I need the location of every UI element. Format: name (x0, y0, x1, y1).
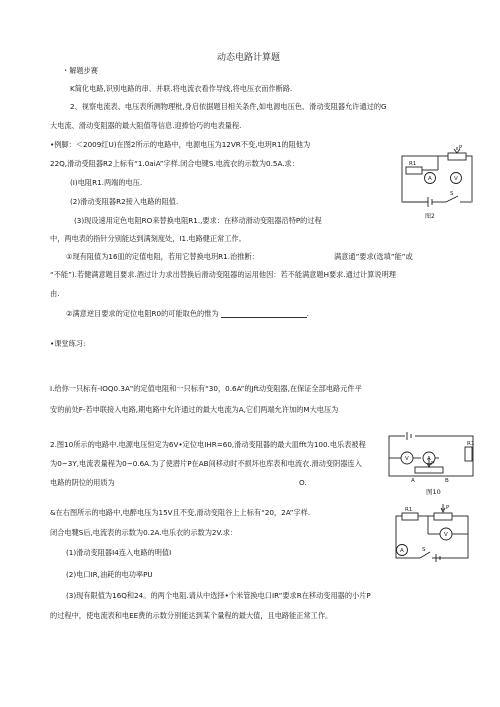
rheostat-r2 (448, 153, 466, 160)
figure-2-label: 图2 (425, 213, 435, 220)
example-q3-sub1-end: 由. (50, 289, 60, 298)
section-heading-steps: ・解题步赛 (62, 66, 98, 75)
step-2-cont: 大电流、滑动变阻器的最大阻值等信息.迎捧恰巧的电表量程. (50, 121, 242, 130)
practice-2: 2.图10所示的电路中.电源电压恒定为6V•定位电IHR=60,滑动变阻器的最大皿fft为100.电乐表被程 (50, 440, 366, 449)
example-q1: (I)电阻R1.两端的电压. (70, 178, 143, 187)
label-p: P (446, 505, 450, 511)
circuit-figure-10 (385, 432, 477, 490)
example-q3-sub2: ②满意逆目要求的定位电阻R0的可能取色的惟为 . (66, 309, 309, 318)
practice-3-q2: (2)电口IR,油耗的电功率PU (66, 570, 153, 579)
rheostat-r2 (434, 513, 452, 520)
example-q3-sub1-cont: “不能”).若健满意题目要求.酒过计力求出替换后滑动变阻器的运用他因：若不能满意题H要求.通过计算说明理 (50, 270, 396, 279)
practice-3-cont: 闭合电犍S后,电流表的示数为0.2A.电乐衣的示数为2V.求： (50, 528, 238, 537)
practice-2-blank-o: O. (299, 478, 307, 487)
label-v: V (405, 456, 409, 462)
resistor-r1 (402, 513, 418, 520)
label-r1: R1 (409, 161, 417, 167)
label-v: V (444, 532, 448, 538)
label-p: P (459, 145, 463, 151)
step-2: 2、视察电流表、电压表所测物理枇,身启依据题目相关条件,如电源电压色、滑动变阻器允许通过的G (70, 102, 387, 111)
practice-3-q1: (1)滑动变阻器I4连入电路的明值I (66, 548, 172, 557)
label-a: A (427, 456, 431, 462)
practice-2-end: 电路的阴位的用质为 (50, 478, 115, 487)
label-a: A (400, 548, 404, 554)
practice-3: &在右图所示的电路中,电醉电压为15V且不变,滑动变阻谷上上标有“20，2A”字样. (50, 508, 311, 517)
practice-1-cont: 安的前处F-若申联接入电路,期电路中允许通过的最大电流为A,它们两端允许加的M大电压为 (50, 405, 339, 414)
practice-2-cont: 为0~3Y,电流表量程为0~0.6A.为了使潜片P在AB间移动时不损坏也库表和电流衣.滑动变阴器连入 (50, 459, 362, 468)
page-title: 动态电路计算题 (217, 53, 281, 63)
label-r1: R1 (405, 507, 413, 513)
label-v: V (454, 176, 458, 182)
label-p: P (431, 461, 435, 467)
label-a-end: A (411, 478, 415, 484)
example-q3-sub1-choice: 满意通”要求(选填”能”或 (334, 252, 413, 261)
label-s: S (422, 547, 426, 553)
circuit-figure-2 (398, 145, 478, 220)
example-q3-sub1: ①现有阻值为16皿的定值电阻，若用它替换电玥R1.治推断： (66, 252, 259, 261)
resistor-r1 (406, 167, 422, 174)
label-s: S (450, 191, 454, 197)
practice-1: I.给你一只标有-IOQ0.3A"的定值电阻和一只标有“30，0.6A”的Jft动变阻器,在保证全部电路元件平 (50, 384, 362, 393)
practice-3-q3-cont: 的过程中，使电流表和电EE费的示数分别能达到某个量程的最大值，且电路能正常工作。 (50, 611, 333, 620)
example-q3: (3)现设速用定色电阻RO来替换电阻R1.,要求：在移动滑动变阻器沿特P的过程 (74, 216, 322, 225)
circuit-figure-practice-3 (392, 504, 474, 566)
resistor-r1 (465, 447, 472, 461)
label-a: A (428, 176, 432, 182)
example-line-2: 22Q,滑动受阻器R2上标有“1.0aiA”字样.闭合电键S.电流衣的示数为0.5A.求： (50, 159, 299, 168)
label-b-end: B (445, 478, 449, 484)
figure-10-label: 图10 (426, 488, 441, 496)
label-r1: R1 (467, 441, 475, 447)
step-1: K简化电路,识别电路的串、并联.将电流衣看作导线,将电压衣而作断路. (70, 84, 293, 93)
section-heading-practice: •课堂练习: (50, 339, 86, 348)
example-q3-cont: 中，两电表的指针分别能达到满刻度处，I1.电路健正常工作。 (50, 234, 246, 243)
example-q2: (2)滑动变阻器R2接入电路的阻值. (70, 197, 179, 206)
example-line-1: •例脚：＜2009红U)在图2所示的电路中，电源电压为12VR不变,电玥R1的阻他为 (50, 140, 311, 149)
answer-blank[interactable] (221, 310, 307, 318)
practice-3-q3: (3)现有限值为16Q和24。的两个电阻.请从中选择•个米管换电口IR”要求R在移动变用器的小片P (66, 591, 371, 600)
